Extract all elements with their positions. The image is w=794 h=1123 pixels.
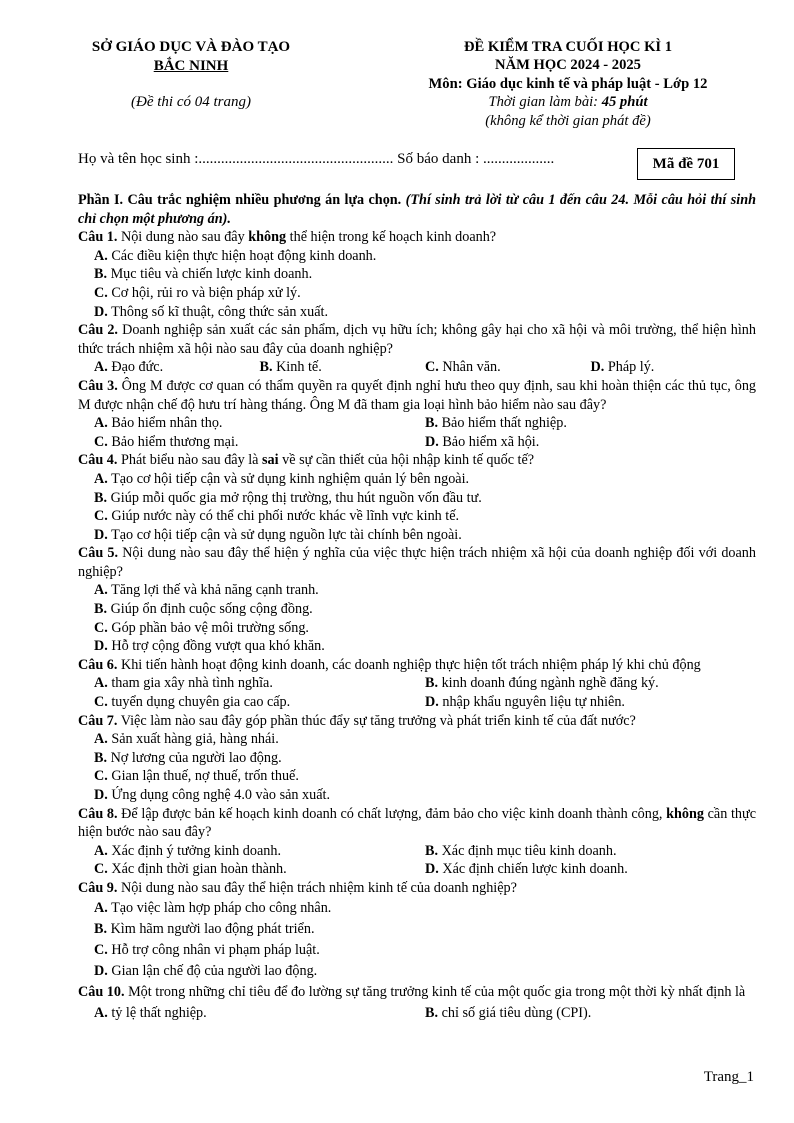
q10-option-a: A. tỷ lệ thất nghiệp. [94, 1004, 207, 1021]
exam-title: ĐỀ KIỂM TRA CUỐI HỌC KÌ 1 [463, 39, 673, 55]
q3-option-d: D. Bảo hiểm xã hội. [425, 433, 540, 450]
student-id-field: Số báo danh : ................... [393, 151, 555, 167]
question-7: Câu 7. Việc làm nào sau đây góp phần thúc đẩy sự tăng trưởng và phát triển kinh tế của đất nước? A. Sản xuất hàng giả, hàng nhái. B. Nợ lương của người lao động. C. Gian lận thuế, nợ thuế, trốn thuế. D. Ứng dụng công nghệ 4.0 vào sản xuất. [78, 712, 756, 805]
question-5: Câu 5. Nội dung nào sau đây thể hiện ý nghĩa của việc thực hiện trách nhiệm xã hội của doanh nghiệp đối với doanh nghiệp? A. Tăng lợi thế và khả năng cạnh tranh. B. Giúp ổn định cuộc sống cộng đồng. C. Góp phần bảo vệ môi trường sống. D. Hỗ trợ cộng đồng vượt qua khó khăn. [78, 545, 756, 655]
q4-option-d: D. Tạo cơ hội tiếp cận và sử dụng nguồn lực tài chính bên ngoài. [94, 526, 462, 543]
question-4: Câu 4. Phát biểu nào sau đây là sai về sự cần thiết của hội nhập kinh tế quốc tế? A. Tạo cơ hội tiếp cận và sử dụng kinh nghiệm quản lý bên ngoài. B. Giúp mỗi quốc gia mở rộng thị trường, thu hút nguồn vốn đầu tư. C. Giúp nước này có thể chi phối nước khác về lĩnh vực kinh tế. D. Tạo cơ hội tiếp cận và sử dụng nguồn lực tài chính bên ngoài. [78, 451, 756, 544]
q4-option-b: B. Giúp mỗi quốc gia mở rộng thị trường, thu hút nguồn vốn đầu tư. [94, 489, 482, 506]
q7-option-a: A. Sản xuất hàng giả, hàng nhái. [94, 731, 279, 748]
q5-option-b: B. Giúp ổn định cuộc sống cộng đồng. [94, 601, 313, 618]
q3-option-c: C. Bảo hiểm thương mại. [94, 433, 239, 450]
q4-option-a: A. Tạo cơ hội tiếp cận và sử dụng kinh nghiệm quản lý bên ngoài. [94, 470, 470, 487]
q8-option-d: D. Xác định chiến lược kinh doanh. [425, 861, 628, 878]
exam-content [78, 191, 756, 1024]
q2-option-c: C. Nhân văn. [425, 359, 501, 376]
q9-option-d: D. Gian lận chế độ của người lao động. [94, 962, 318, 979]
q5-option-c: C. Góp phần bảo vệ môi trường sống. [94, 619, 309, 636]
time-value: 45 phút [601, 94, 648, 111]
q5-option-a: A. Tăng lợi thế và khả năng cạnh tranh. [94, 582, 319, 599]
exam-info-block [400, 38, 736, 130]
question-2: Câu 2. Doanh nghiệp sản xuất các sản phẩm, dịch vụ hữu ích; không gây hại cho xã hội và môi trường, thể hiện hình thức trách nhiệm xã hội nào sau đây của doanh nghiệp? A. Đạo đức. B. Kinh tế. C. Nhân văn. D. Pháp lý. [78, 322, 756, 376]
part1-heading: Phần I. Câu trắc nghiệm nhiều phương án lựa chọn. (Thí sinh trả lời từ câu 1 đến câu 24. Mỗi câu hỏi thí sinh chỉ chọn một phương án). [78, 192, 756, 227]
q4-option-c: C. Giúp nước này có thể chi phối nước khác về lĩnh vực kinh tế. [94, 508, 460, 525]
subject: Môn: Giáo dục kinh tế và pháp luật - Lớp 12 [428, 75, 708, 92]
q2-option-b: B. Kinh tế. [259, 359, 322, 376]
q1-option-c: C. Cơ hội, rủi ro và biện pháp xử lý. [94, 284, 301, 301]
time-note: (không kể thời gian phát đề) [485, 112, 651, 129]
q5-option-d: D. Hỗ trợ cộng đồng vượt qua khó khăn. [94, 638, 325, 655]
q8-option-c: C. Xác định thời gian hoàn thành. [94, 861, 287, 878]
exam-header [0, 38, 794, 138]
q3-option-b: B. Bảo hiểm thất nghiệp. [425, 415, 567, 432]
q1-option-a: A. Các điều kiện thực hiện hoạt động kinh doanh. [94, 247, 377, 264]
exam-code-box: Mã đề 701 [637, 148, 735, 180]
q8-option-b: B. Xác định mục tiêu kinh doanh. [425, 842, 617, 859]
school-year: NĂM HỌC 2024 - 2025 [495, 57, 641, 74]
department-block [62, 38, 320, 112]
page-number: Trang_1 [703, 1069, 754, 1085]
student-info-line [78, 150, 554, 169]
q9-option-a: A. Tạo việc làm hợp pháp cho công nhân. [94, 899, 332, 916]
question-1: Câu 1. Nội dung nào sau đây không thể hiện trong kế hoạch kinh doanh? A. Các điều kiện thực hiện hoạt động kinh doanh. B. Mục tiêu và chiến lược kinh doanh. C. Cơ hội, rủi ro và biện pháp xử lý. D. Thông số kĩ thuật, công thức sản xuất. [78, 228, 756, 321]
pages-note: (Đề thi có 04 trang) [131, 94, 251, 110]
province-name: BẮC NINH [153, 58, 229, 74]
q7-option-d: D. Ứng dụng công nghệ 4.0 vào sản xuất. [94, 787, 331, 803]
q8-option-a: A. Xác định ý tưởng kinh doanh. [94, 842, 281, 859]
q3-option-a: A. Bảo hiểm nhân thọ. [94, 415, 223, 432]
question-8: Câu 8. Để lập được bản kế hoạch kinh doanh có chất lượng, đảm bảo cho việc kinh doanh thành công, không cần thực hiện bước nào sau đây? A. Xác định ý tưởng kinh doanh. B. Xác định mục tiêu kinh doanh. C. Xác định thời gian hoàn thành. D. Xác định chiến lược kinh doanh. [78, 805, 756, 878]
q7-option-b: B. Nợ lương của người lao động. [94, 749, 282, 766]
q6-option-c: C. tuyển dụng chuyên gia cao cấp. [94, 694, 291, 711]
q1-option-d: D. Thông số kĩ thuật, công thức sản xuất. [94, 303, 329, 320]
q6-option-a: A. tham gia xây nhà tình nghĩa. [94, 675, 273, 692]
q2-option-d: D. Pháp lý. [590, 359, 655, 376]
question-3: Câu 3. Ông M được cơ quan có thẩm quyền ra quyết định nghỉ hưu theo quy định, sau khi hoàn thiện các thủ tục, ông M được nhận chế độ hưu trí hàng tháng. Ông M đã tham gia loại hình bảo hiểm nào sau đây? A. Bảo hiểm nhân thọ. B. Bảo hiểm thất nghiệp. C. Bảo hiểm thương mại. D. Bảo hiểm xã hội. [78, 377, 757, 450]
question-10: Câu 10. Một trong những chỉ tiêu để đo lường sự tăng trưởng kinh tế của một quốc gia trong một thời kỳ nhất định là A. tỷ lệ thất nghiệp. B. chỉ số giá tiêu dùng (CPI). [78, 982, 756, 1024]
q1-option-b: B. Mục tiêu và chiến lược kinh doanh. [94, 266, 313, 283]
q6-option-d: D. nhập khẩu nguyên liệu tự nhiên. [425, 694, 625, 711]
time-line: Thời gian làm bài: 45 phút [488, 94, 648, 111]
q9-option-c: C. Hỗ trợ công nhân vi phạm pháp luật. [94, 941, 320, 958]
q6-option-b: B. kinh doanh đúng ngành nghề đăng ký. [425, 675, 659, 692]
q2-option-a: A. Đạo đức. [94, 359, 164, 376]
department-name: SỞ GIÁO DỤC VÀ ĐÀO TẠO [91, 39, 291, 55]
q9-option-b: B. Kìm hãm người lao động phát triển. [94, 920, 315, 937]
q7-option-c: C. Gian lận thuế, nợ thuế, trốn thuế. [94, 768, 299, 785]
question-6: Câu 6. Khi tiến hành hoạt động kinh doanh, các doanh nghiệp thực hiện tốt trách nhiệm pháp lý khi chủ động A. tham gia xây nhà tình nghĩa. B. kinh doanh đúng ngành nghề đăng ký. C. tuyển dụng chuyên gia cao cấp. D. nhập khẩu nguyên liệu tự nhiên. [78, 656, 756, 712]
q10-option-b: B. chỉ số giá tiêu dùng (CPI). [425, 1004, 592, 1021]
question-9: Câu 9. Nội dung nào sau đây thể hiện trách nhiệm kinh tế của doanh nghiệp? A. Tạo việc làm hợp pháp cho công nhân. B. Kìm hãm người lao động phát triển. C. Hỗ trợ công nhân vi phạm pháp luật. D. Gian lận chế độ của người lao động. [78, 879, 756, 982]
student-name-field: Họ và tên học sinh :.................................................... [78, 151, 394, 167]
